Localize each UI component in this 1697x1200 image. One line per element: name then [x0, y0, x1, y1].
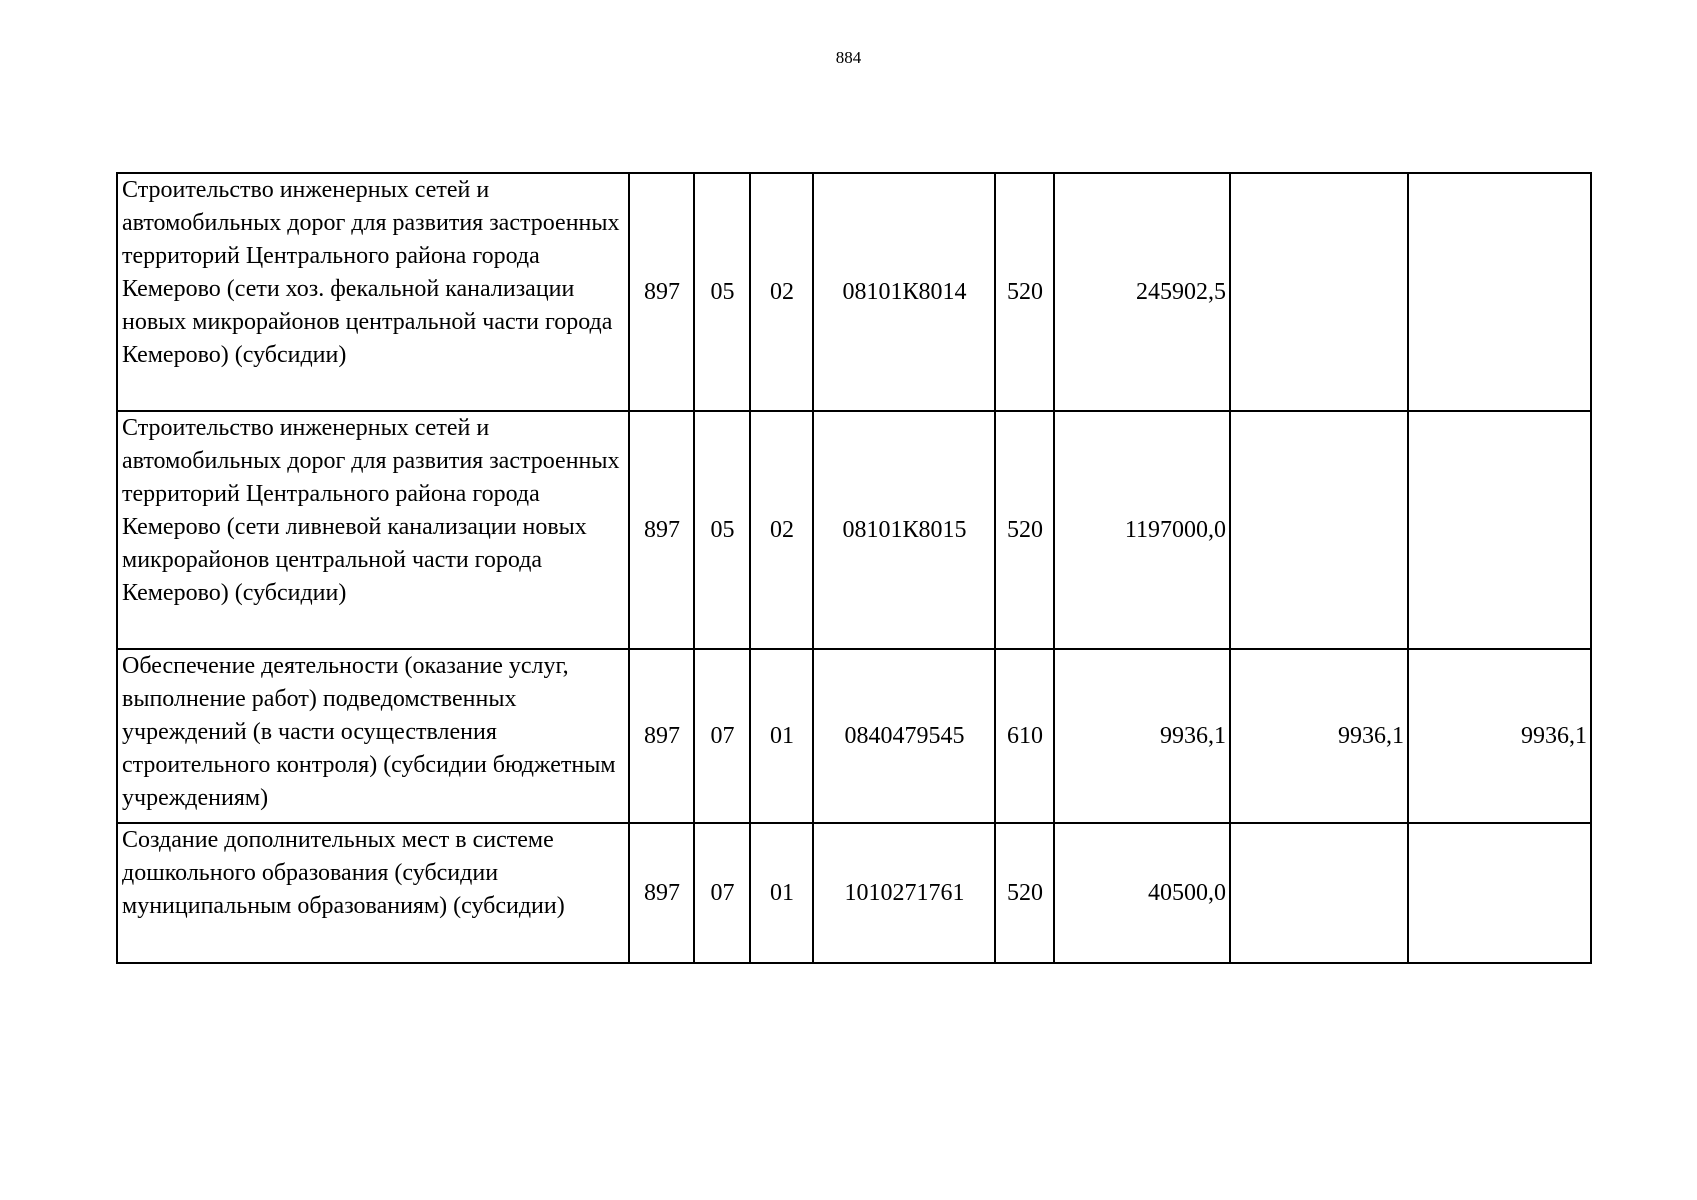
amount-1-cell: 245902,5: [1054, 173, 1230, 411]
expense-type-cell: 520: [995, 411, 1054, 649]
target-article-cell: 0840479545: [813, 649, 995, 823]
amount-3-cell: 9936,1: [1408, 649, 1591, 823]
amount-1-cell: 1197000,0: [1054, 411, 1230, 649]
ministry-code-cell: 897: [629, 823, 694, 963]
row-name-cell: Строительство инженерных сетей и автомобильных дорог для развития застроенных территорий Центрального района города Кемерово (сети ливневой канализации новых микрорайонов центральной части города Кемерово) (субсидии): [117, 411, 629, 649]
section-code-cell: 05: [694, 411, 750, 649]
section-code-cell: 07: [694, 823, 750, 963]
table-row: [117, 411, 1591, 649]
subsection-code-cell: 01: [750, 649, 813, 823]
target-article-cell: 08101К8015: [813, 411, 995, 649]
expense-type-cell: 520: [995, 823, 1054, 963]
row-name-cell: Строительство инженерных сетей и автомобильных дорог для развития застроенных территорий Центрального района города Кемерово (сети хоз. фекальной канализации новых микрорайонов центральной части города Кемерово) (субсидии): [117, 173, 629, 411]
section-code-cell: 07: [694, 649, 750, 823]
subsection-code-cell: 02: [750, 173, 813, 411]
target-article-cell: 08101К8014: [813, 173, 995, 411]
amount-2-cell: [1230, 411, 1408, 649]
budget-table: [116, 172, 1592, 964]
page-number: 884: [835, 48, 862, 67]
ministry-code-cell: 897: [629, 173, 694, 411]
subsection-code-cell: 02: [750, 411, 813, 649]
table-row: [117, 173, 1591, 411]
ministry-code-cell: 897: [629, 411, 694, 649]
row-name-cell: Создание дополнительных мест в системе дошкольного образования (субсидии муниципальным образованиям) (субсидии): [117, 823, 629, 963]
section-code-cell: 05: [694, 173, 750, 411]
table-row: [117, 823, 1591, 963]
subsection-code-cell: 01: [750, 823, 813, 963]
amount-1-cell: 9936,1: [1054, 649, 1230, 823]
amount-3-cell: [1408, 411, 1591, 649]
target-article-cell: 1010271761: [813, 823, 995, 963]
expense-type-cell: 520: [995, 173, 1054, 411]
amount-2-cell: 9936,1: [1230, 649, 1408, 823]
table-row: [117, 649, 1591, 823]
ministry-code-cell: 897: [629, 649, 694, 823]
row-name-cell: Обеспечение деятельности (оказание услуг, выполнение работ) подведомственных учреждений (в части осуществления строительного контроля) (субсидии бюджетным учреждениям): [117, 649, 629, 823]
amount-3-cell: [1408, 823, 1591, 963]
amount-2-cell: [1230, 823, 1408, 963]
amount-1-cell: 40500,0: [1054, 823, 1230, 963]
amount-2-cell: [1230, 173, 1408, 411]
expense-type-cell: 610: [995, 649, 1054, 823]
amount-3-cell: [1408, 173, 1591, 411]
